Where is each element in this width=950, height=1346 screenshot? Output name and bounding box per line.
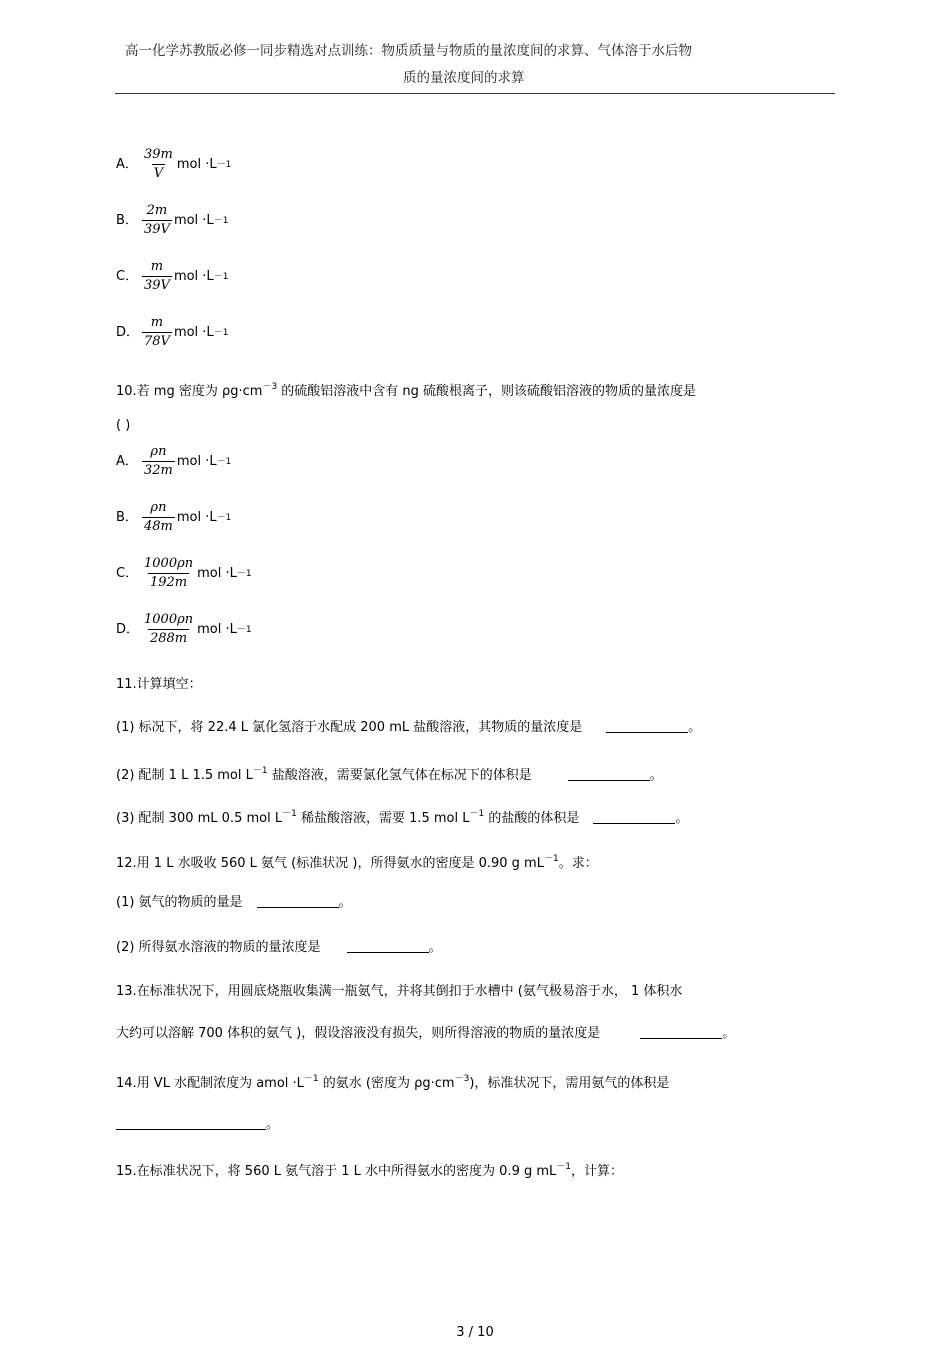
q13-line-2: 大约可以溶解 700 体积的氨气 )，假设溶液没有损失，则所得溶液的物质的量浓度是 。 xyxy=(116,1026,736,1041)
header-divider xyxy=(115,93,835,94)
q12-stem: 12.用 1 L 水吸收 560 L 氨气 (标准状况 )，所得氨水的密度是 0.90 g $mL^{-1}$。求： xyxy=(116,854,598,871)
q10-option-a: A． $\frac{\rho n}{32m}$ mol ·L －1 xyxy=(116,444,232,478)
answer-blank xyxy=(606,720,688,733)
q11-title: 11.计算填空： xyxy=(116,677,202,692)
q10-option-d: D． $\frac{1000\rho n}{288m}$ mol ·L －1 xyxy=(116,612,252,646)
fraction: $\frac{\rho n}{32m}$ xyxy=(144,444,173,478)
fraction: $\frac{39m}{V}$ xyxy=(144,147,173,181)
q12-sub-2: (2) 所得氨水溶液的物质的量浓度是 。 xyxy=(116,940,442,955)
q11-sub-3: (3) 配制 300 mL 0.5 mol $L^{-1}$ 稀盐酸溶液，需要 1.5 mol $L^{-1}$ 的盐酸的体积是 。 xyxy=(116,809,689,826)
answer-blank xyxy=(640,1026,722,1039)
fraction: $\frac{m}{78V}$ xyxy=(144,315,170,349)
q9-option-c: C． $\frac{m}{39V}$ mol ·L －1 xyxy=(116,259,229,293)
answer-blank xyxy=(116,1117,266,1130)
q10-answer-paren: ( ) xyxy=(116,418,131,433)
q14-answer-line: 。 xyxy=(116,1116,279,1134)
fraction: $\frac{1000\rho n}{192m}$ xyxy=(144,556,194,590)
q15-stem: 15.在标准状况下，将 560 L 氨气溶于 1 L 水中所得氨水的密度为 0.9 g $mL^{-1}$，计算： xyxy=(116,1162,624,1179)
page-number: 3 / 10 xyxy=(456,1325,494,1340)
fraction: $\frac{2m}{39V}$ xyxy=(144,203,170,237)
q14-stem: 14.用 VL 水配制浓度为 amol $\cdot L^{-1}$ 的氨水 (密度为 $\rho g\cdot cm^{-3}$)，标准状况下，需用氨气的体积是 xyxy=(116,1074,670,1091)
fraction: $\frac{1000\rho n}{288m}$ xyxy=(144,612,194,646)
q11-sub-1: (1) 标况下，将 22.4 L 氯化氢溶于水配成 200 mL 盐酸溶液，其物质的量浓度是 。 xyxy=(116,720,702,735)
q12-sub-1: (1) 氨气的物质的量是 。 xyxy=(116,895,352,910)
answer-blank xyxy=(347,940,429,953)
q9-option-d: D． $\frac{m}{78V}$ mol ·L －1 xyxy=(116,315,229,349)
q10-stem: 10.若 mg 密度为 $\rho g\cdot cm^{-3}$ 的硫酸铝溶液中含有 ng 硫酸根离子，则该硫酸铝溶液的物质的量浓度是 xyxy=(116,382,697,399)
q13-line-1: 13.在标准状况下，用圆底烧瓶收集满一瓶氨气，并将其倒扣于水槽中 (氨气极易溶于水， 1 体积水 xyxy=(116,984,683,999)
q9-option-b: B． $\frac{2m}{39V}$ mol ·L －1 xyxy=(116,203,229,237)
answer-blank xyxy=(593,811,675,824)
fraction: $\frac{m}{39V}$ xyxy=(144,259,170,293)
q9-option-a: A． $\frac{39m}{V}$ mol ·L －1 xyxy=(116,147,232,181)
answer-blank xyxy=(257,895,339,908)
header-line-2: 质的量浓度间的求算 xyxy=(403,70,525,86)
q10-option-b: B． $\frac{\rho n}{48m}$ mol ·L －1 xyxy=(116,500,232,534)
answer-blank xyxy=(568,768,650,781)
page-header xyxy=(115,38,835,92)
q10-option-c: C． $\frac{1000\rho n}{192m}$ mol ·L －1 xyxy=(116,556,252,590)
q11-sub-2: (2) 配制 1 L 1.5 mol $L^{-1}$ 盐酸溶液，需要氯化氢气体在标况下的体积是 。 xyxy=(116,766,663,783)
header-line-1: 高一化学苏教版必修一同步精选对点训练：物质质量与物质的量浓度间的求算、气体溶于水后物 xyxy=(125,43,692,59)
fraction: $\frac{\rho n}{48m}$ xyxy=(144,500,173,534)
